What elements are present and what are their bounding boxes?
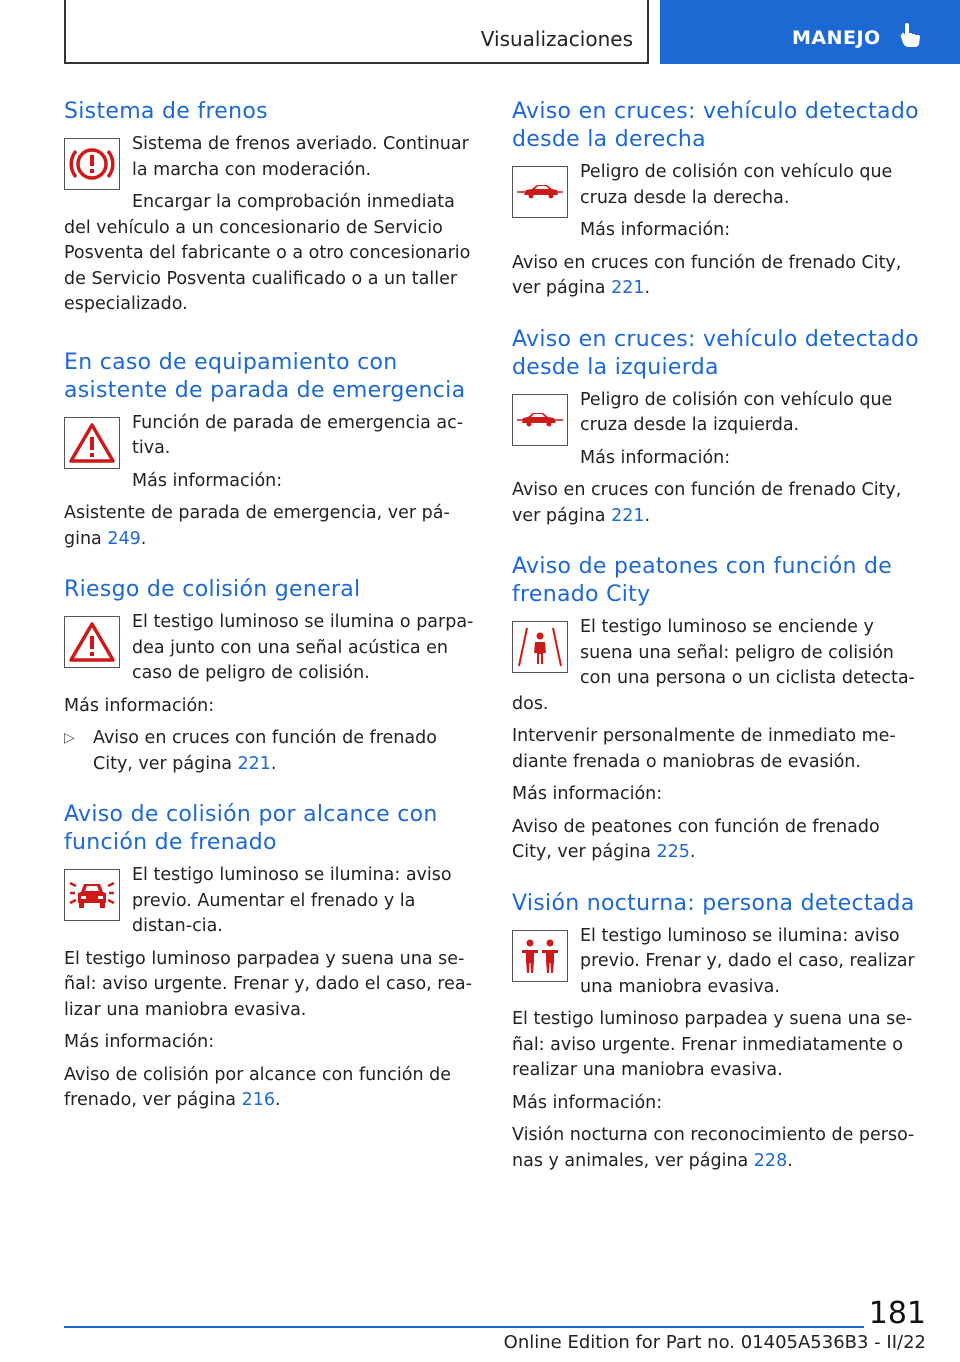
paragraph: El testigo luminoso parpadea y suena una se‐ñal: aviso urgente. Frenar inmediatamente o realizar una maniobra evasiva. <box>512 1009 913 1080</box>
reference-paragraph: Aviso de peatones con función de frenado City, ver página 225. <box>512 816 880 862</box>
car-front-warning-icon <box>64 869 120 921</box>
section-title: Aviso de peatones con función de frenado City <box>512 554 893 607</box>
paragraph: Más información: <box>512 784 663 804</box>
paragraph: Intervenir personalmente de inmediato me‐diante frenada o maniobras de evasión. <box>512 726 896 772</box>
paragraph: Más información: <box>512 1092 663 1113</box>
paragraph: El testigo luminoso se ilumina o parpa‐dea junto con una señal acústica en caso de peligro de colisión. <box>132 612 474 683</box>
pedestrian-warning-icon <box>512 621 568 673</box>
reference-paragraph: Visión nocturna con reconocimiento de perso‐nas y animales, ver página 228. <box>512 1125 915 1171</box>
paragraph: Peligro de colisión con vehículo que cruza desde la derecha. <box>580 162 893 208</box>
brake-warning-icon <box>64 138 120 190</box>
page-link[interactable]: 249 <box>107 528 141 549</box>
section-night-vision <box>512 890 924 1175</box>
page-link[interactable]: 221 <box>237 753 271 774</box>
header-chapter-box <box>660 0 960 64</box>
section-title: Riesgo de colisión general <box>64 577 361 602</box>
bullet-item: ▷ Aviso en cruces con función de frenado City, ver página 221. <box>64 728 437 774</box>
paragraph: Más información: <box>64 1032 215 1052</box>
hand-pointer-icon <box>898 22 922 52</box>
page-number: 181 <box>868 1296 926 1331</box>
section-title: Aviso en cruces: vehículo detectado desde la derecha <box>512 99 919 152</box>
reference-paragraph: Aviso en cruces con función de frenado City, ver página 221. <box>512 480 902 526</box>
paragraph: Peligro de colisión con vehículo que cruza desde la izquierda. <box>580 389 893 435</box>
page-link[interactable]: 221 <box>611 278 645 298</box>
paragraph: Función de parada de emergencia ac‐tiva. <box>132 412 464 458</box>
paragraph: Más información: <box>580 447 731 468</box>
warning-triangle-icon <box>64 417 120 469</box>
page-link[interactable]: 228 <box>753 1150 788 1171</box>
reference-paragraph: Aviso en cruces con función de frenado City, ver página 221. <box>512 252 902 298</box>
paragraph: El testigo luminoso parpadea y suena una se‐ñal: aviso urgente. Frenar y, dado el caso, rea‐lizar una maniobra evasiva. <box>64 948 472 1020</box>
section-cross-traffic-right <box>512 98 924 302</box>
car-side-icon <box>512 394 568 446</box>
page-link[interactable]: 221 <box>611 505 645 526</box>
header-chapter-title: MANEJO <box>792 27 881 49</box>
left-column <box>64 98 476 1138</box>
bullet-triangle-icon: ▷ <box>64 730 75 746</box>
header-section-box <box>64 0 649 64</box>
paragraph: Sistema de frenos averiado. Continuar la marcha con moderación. <box>132 134 469 180</box>
car-side-icon <box>512 166 568 218</box>
section-title: Aviso de colisión por alcance con función de frenado <box>64 802 438 855</box>
header-section-title: Visualizaciones <box>480 27 633 51</box>
reference-paragraph: Aviso de colisión por alcance con función de frenado, ver página 216. <box>64 1064 451 1110</box>
right-column <box>512 98 924 1198</box>
page-link[interactable]: 225 <box>656 842 690 862</box>
section-title: Sistema de frenos <box>64 99 268 124</box>
paragraph: El testigo luminoso se ilumina: aviso previo. Frenar y, dado el caso, realizar una maniobra evasiva. <box>580 925 915 997</box>
paragraph: Encargar la comprobación inmediata del vehículo a un concesionario de Servicio Posventa del fabricante o a otro concesionario de Servicio Posventa cualificado o a un taller especializado. <box>64 192 471 314</box>
section-cross-traffic-left <box>512 326 924 530</box>
section-title: Visión nocturna: persona detectada <box>512 890 915 916</box>
section-emergency-stop <box>64 349 476 553</box>
paragraph: El testigo luminoso se ilumina: aviso previo. Aumentar el frenado y la distan‐cia. <box>132 865 452 936</box>
paragraph: Más información: <box>580 220 731 240</box>
footer-divider <box>64 1326 864 1328</box>
warning-triangle-icon <box>64 616 120 668</box>
section-brake-system <box>64 98 476 325</box>
page-link[interactable]: 216 <box>241 1090 275 1110</box>
paragraph: Más información: <box>64 695 215 716</box>
section-rear-end-collision <box>64 801 476 1114</box>
section-collision-risk <box>64 576 476 777</box>
footer-edition: Online Edition for Part no. 01405A536B3 - II/22 <box>503 1332 926 1353</box>
section-title: Aviso en cruces: vehículo detectado desde la izquierda <box>512 326 919 380</box>
section-title: En caso de equipamiento con asistente de parada de emergencia <box>64 349 466 403</box>
paragraph: El testigo luminoso se enciende y suena una señal: peligro de colisión con una persona o un ciclista detecta‐dos. <box>512 617 915 714</box>
two-persons-icon <box>512 930 568 982</box>
section-pedestrian-warning <box>512 553 924 866</box>
paragraph: Más información: <box>132 470 283 491</box>
reference-paragraph: Asistente de parada de emergencia, ver pá‐gina 249. <box>64 503 450 549</box>
